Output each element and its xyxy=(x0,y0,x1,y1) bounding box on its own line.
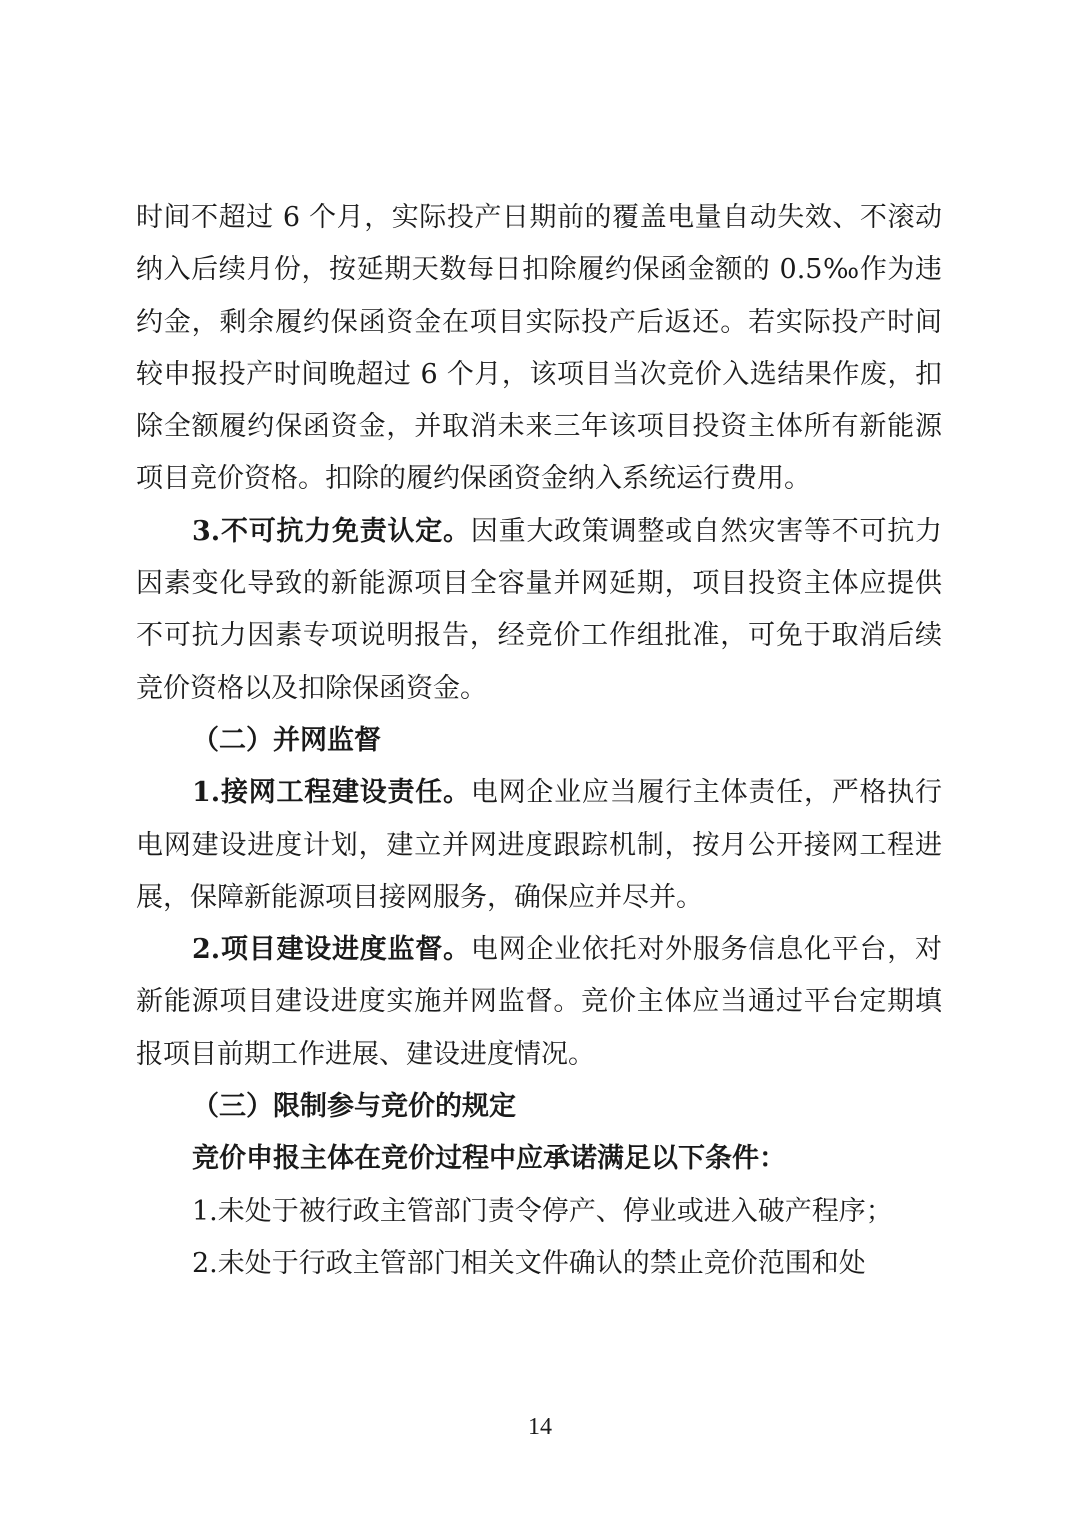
section-heading-bidding-restrictions: （三）限制参与竞价的规定 xyxy=(192,1091,516,1123)
progress-supervision-lead: 2.项目建设进度监督。 xyxy=(192,934,471,966)
document-body xyxy=(136,192,942,1290)
grid-construction-text: 电网企业应当履行主体责任，严格执行电网建设进度计划，建立并网进度跟踪机制，按月公开接网工程进展，保障新能源项目接网服务，确保应并尽并。 xyxy=(136,777,943,913)
force-majeure-paragraph xyxy=(136,506,942,715)
force-majeure-text: 因重大政策调整或自然灾害等不可抗力因素变化导致的新能源项目全容量并网延期，项目投资主体应提供不可抗力因素专项说明报告，经竞价工作组批准，可免于取消后续竞价资格以及扣除保函资金。 xyxy=(136,515,943,704)
continuation-paragraph: 时间不超过 6 个月，实际投产日期前的覆盖电量自动失效、不滚动纳入后续月份，按延期天数每日扣除履约保函金额的 0.5‰作为违约金，剩余履约保函资金在项目实际投产后返还。若实际投产时间较申报投产时间晚超过 6 个月，该项目当次竞价入选结果作废，扣除全额履约保函资金，并取消未来三年该项目投资主体所有新能源项目竞价资格。扣除的履约保函资金纳入系统运行费用。 xyxy=(136,202,942,495)
grid-construction-paragraph xyxy=(136,767,942,924)
condition-item-1: 1.未处于被行政主管部门责令停产、停业或进入破产程序； xyxy=(192,1195,893,1227)
progress-supervision-paragraph xyxy=(136,924,942,1081)
conditions-intro: 竞价申报主体在竞价过程中应承诺满足以下条件： xyxy=(192,1143,786,1175)
condition-item-2: 2.未处于行政主管部门相关文件确认的禁止竞价范围和处 xyxy=(192,1247,866,1279)
progress-supervision-text: 电网企业依托对外服务信息化平台，对新能源项目建设进度实施并网监督。竞价主体应当通过平台定期填报项目前期工作进展、建设进度情况。 xyxy=(136,934,943,1070)
page-number: 14 xyxy=(528,1414,552,1440)
section-heading-grid-supervision: （二）并网监督 xyxy=(192,724,381,756)
grid-construction-lead: 1.接网工程建设责任。 xyxy=(192,777,471,809)
force-majeure-lead: 3.不可抗力免责认定。 xyxy=(192,515,471,547)
